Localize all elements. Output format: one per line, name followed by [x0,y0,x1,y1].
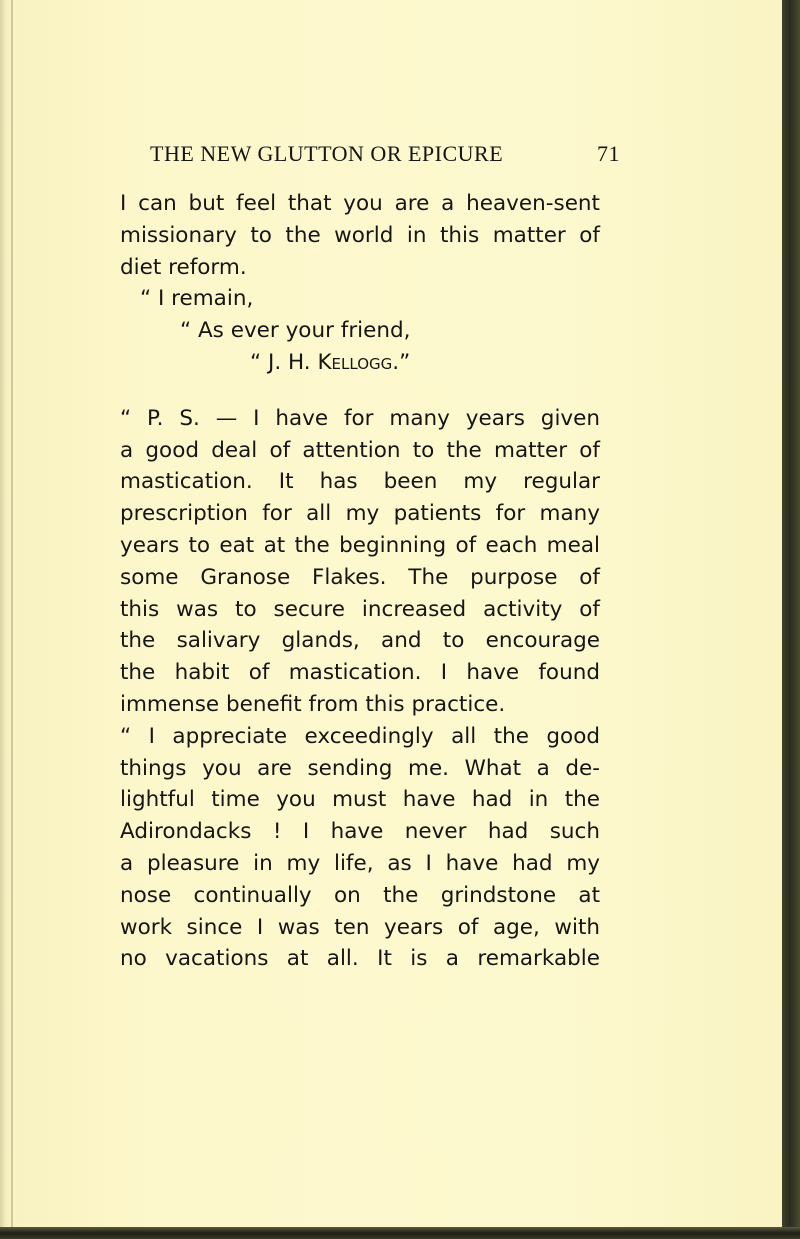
text-line: “ I remain, [140,286,254,312]
text-line: mastication. It has been my regular [120,469,600,495]
text-line: a pleasure in my life, as I have had my [120,850,600,876]
text-line: this was to secure increased activity of [120,596,600,622]
text-line: no vacations at all. It is a remarkable [120,946,600,972]
text-line: “ P. S. — I have for many years given [120,405,600,431]
text-line: lightful time you must have had in the [120,787,600,813]
text-line: the salivary glands, and to encourage [120,628,600,654]
text-line: immense benefit from this practice. [120,691,506,717]
page-left-edge [0,0,10,1239]
text-line: things you are sending me. What a de- [120,755,600,781]
text-line: “ As ever your friend, [180,318,411,344]
text-line: diet reform. [120,254,247,280]
text-line: a good deal of attention to the matter of [120,437,600,463]
text-line: I can but feel that you are a heaven-sent [120,191,600,216]
signature-line: “ J. H. Kellogg.” [250,349,411,375]
page-left-rule [11,0,13,1239]
text-line: Adirondacks ! I have never had such [120,819,600,845]
text-line: “ I appreciate exceedingly all the good [120,723,600,749]
text-line: missionary to the world in this matter of [120,222,600,248]
page-right-edge [782,0,800,1239]
text-line: some Granose Flakes. The purpose of [120,564,600,590]
paragraph-gap [120,379,600,403]
text-line: years to eat at the beginning of each meal [120,532,600,558]
body-text [120,188,600,975]
text-line: work since I was ten years of age, with [120,914,600,940]
text-line: prescription for all my patients for many [120,501,600,527]
page-bottom-edge [0,1227,800,1239]
running-head [150,141,620,167]
text-line: the habit of mastication. I have found [120,660,600,686]
text-line: nose continually on the grindstone at [120,882,600,908]
running-head-title: THE NEW GLUTTON OR EPICURE [150,141,504,166]
page-number: 71 [597,141,620,166]
